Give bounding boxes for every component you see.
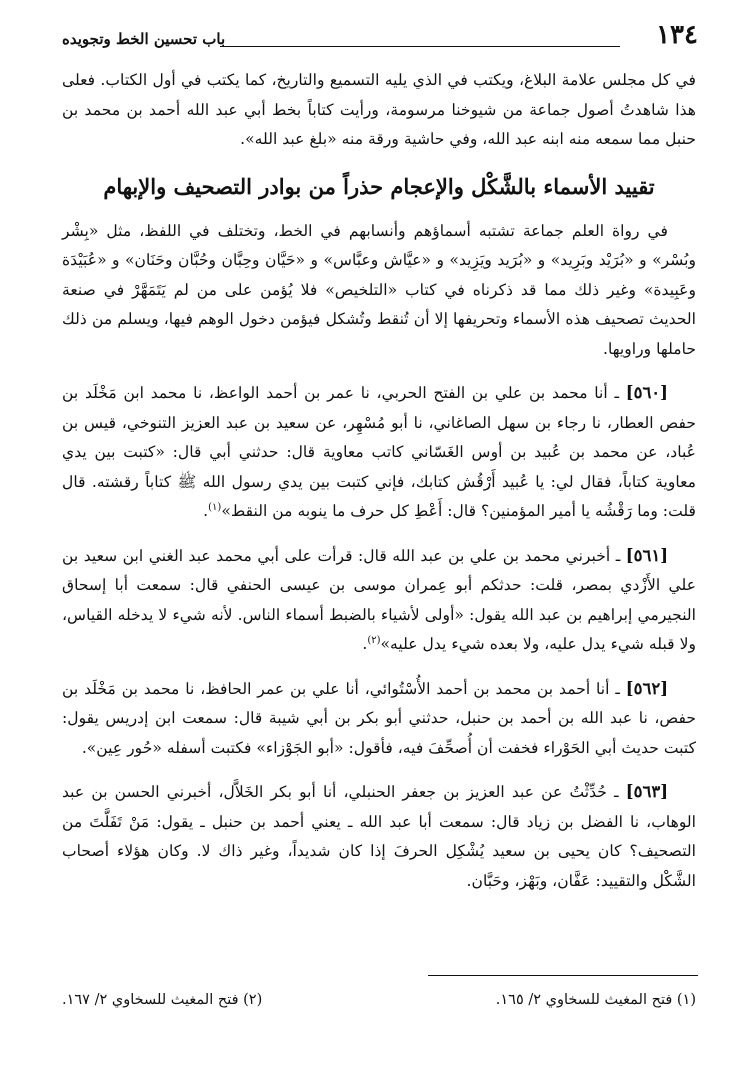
footnotes — [62, 988, 696, 1012]
entry-number: [٥٦٠] — [625, 383, 668, 402]
page-body — [62, 66, 696, 896]
header-rule — [220, 46, 620, 47]
entry-text: ـ أنا محمد بن علي بن الفتح الحربي، نا عمر بن أحمد الواعظ، نا محمد ابن مَخْلَد بن حفص العطار، نا رجاء بن سهل الصاغاني، نا أبو مُسْهِر، عن سعيد بن عبد العزيز التنوخي، قيس بن عُباد، عن محمد بن عُبيد بن أوس الغَسّاني كاتب معاوية قال: حدثني أبي قال: «كتبت بين يدي معاوية كتاباً، فقال لي: يا عُبيد أَرْقُش كتابك، فإني كتبت بين يدي رسول الله ﷺ كتاباً رقشته. قال قلت: وما رَقْشُه يا أمير المؤمنين؟ قال: أَعْطِ كل حرف ما ينوبه من النقط» — [62, 384, 696, 520]
running-title: باب تحسين الخط وتجويده — [62, 30, 226, 48]
entry-text: ـ أخبرني محمد بن علي بن عبد الله قال: قرأت على أبي محمد عبد الغني ابن سعيد بن علي الأَزْدي بمصر، قلت: حدثكم أبو عِمران موسى بن عيسى الحنفي قال: سمعت أبا إسحاق النجيرمي إبراهيم بن عبد الله يقول: «أولى لأشياء بالضبط أسماء الناس. لأنه شيء لا يدخله القياس، ولا قبله شيء يدل عليه، ولا بعده شيء يدل عليه» — [62, 546, 696, 653]
entry-563 — [62, 777, 696, 896]
entry-text: ـ حُدِّثْتُ عن عبد العزيز بن جعفر الحنبلي، أنا أبو بكر الخَلاَّل، أخبرني الحسن بن عبد الوهاب، نا الفضل بن زياد قال: سمعت أبا عبد الله ـ يعني أحمد بن حنبل ـ يقول: مَنْ تَفَلَّتَ من التصحيف؟ كان يحيى بن سعيد يُشْكِل الحرفَ إذا كان شديداً، وغير ذاك لا. وكان هؤلاء أصحاب الشَّكْل والتقييد: عَفَّان، وبَهْز، وحَبَّان. — [62, 783, 696, 890]
page-header — [62, 18, 698, 62]
footnote-rule — [428, 975, 698, 976]
page-number: ١٣٤ — [656, 20, 698, 50]
entry-number: [٥٦١] — [625, 545, 668, 565]
entry-561: [٥٦١] ـ أخبرني محمد بن علي بن عبد الله قال: قرأت على أبي محمد عبد الغني ابن سعيد بن علي الأَزْدي بمصر، قلت: حدثكم أبو عِمران موسى بن عيسى الحنفي قال: سمعت أبا إسحاق النجيرمي إبراهيم بن عبد الله يقول: «أولى لأشياء بالضبط أسماء الناس. لأنه شيء لا يدخله القياس، ولا قبله شيء يدل عليه، ولا بعده شيء يدل عليه»$^{(٢)}$. — [62, 545, 696, 653]
entry-560: [٥٦٠] ـ أنا محمد بن علي بن الفتح الحربي، نا عمر بن أحمد الواعظ، نا محمد ابن مَخْلَد بن حفص العطار، نا رجاء بن سهل الصاغاني، نا أبو مُسْهِر، عن سعيد بن عبد العزيز التنوخي، قيس بن عُباد، عن محمد بن عُبيد بن أوس الغَسّاني كاتب معاوية قال: حدثني أبي قال: «كتبت بين يدي معاوية كتاباً، فقال لي: يا عُبيد أَرْقُش كتابك، فإني كتبت بين يدي رسول الله ﷺ كتاباً رقشته. قال قلت: وما رَقْشُه يا أمير المؤمنين؟ قال: أَعْطِ كل حرف ما ينوبه من النقط»$^{(١)}$. — [62, 383, 696, 520]
entry-text: ـ أنا أحمد بن محمد بن أحمد الأُسْتُوائي، أنا علي بن عمر الحافظ، نا محمد بن مَخْلَد بن حفص، نا عبد الله بن أحمد بن حنبل، حدثني أبو بكر بن أبي شيبة قال: سمعت ابن إدريس يقول: كتبت حديث أبي الحَوْراء فخفت أن أُصحِّفَ فيه، فأقول: «أبو الجَوْزاء» فكتبت أسفله «حُور عِين». — [62, 679, 696, 757]
entry-562 — [62, 674, 696, 764]
section-heading: تقييد الأسماء بالشَّكْل والإعجام حذراً من بوادر التصحيف والإبهام — [103, 173, 655, 199]
footnote-ref: (١) — [208, 501, 222, 513]
footnote-2: (٢) فتح المغيث للسخاوي ٢/ ١٦٧. — [62, 992, 263, 1008]
entry-number: [٥٦٢] — [625, 678, 668, 698]
paragraph-continuation: في كل مجلس علامة البلاغ، ويكتب في الذي يليه التسميع والتاريخ، كما يكتب في أول الكتاب. فعلى هذا شاهدتُ أصول جماعة من شيوخنا مرسومة، ورأيت كتاباً بخط أبي عبد الله أحمد بن محمد بن حنبل مما سمعه منه ابنه عبد الله، وفي حاشية ورقة منه «بلغ عبد الله». — [62, 71, 696, 148]
entry-number: [٥٦٣] — [625, 782, 668, 801]
paragraph-intro: في رواة العلم جماعة تشتبه أسماؤهم وأنسابهم في الخط، وتختلف في اللفظ، مثل «بِشْر وبُسْر» و «بُرَيْد وبَرِيد» و «بُرَيد ويَزِيد» و «عيَّاش وعبَّاس» و «حَيَّان وحِبَّان وحُبَّان وحَنَان» و «عُبَيْدَة وعَبِيدة» وغير ذلك مما قد ذكرناه في كتاب «التلخيص» فلا يُؤمن على من لم يَتَمَهَّرْ في صنعة الحديث تصحيف هذه الأسماء وتحريفها إلا أن تُنقط وتُشكل فيؤمن دخول الوهم فيها، ويسلم من ذلك حاملها وراويها. — [62, 221, 696, 358]
footnote-1: (١) فتح المغيث للسخاوي ٢/ ١٦٥. — [495, 992, 696, 1008]
footnote-ref: (٢) — [367, 634, 381, 646]
